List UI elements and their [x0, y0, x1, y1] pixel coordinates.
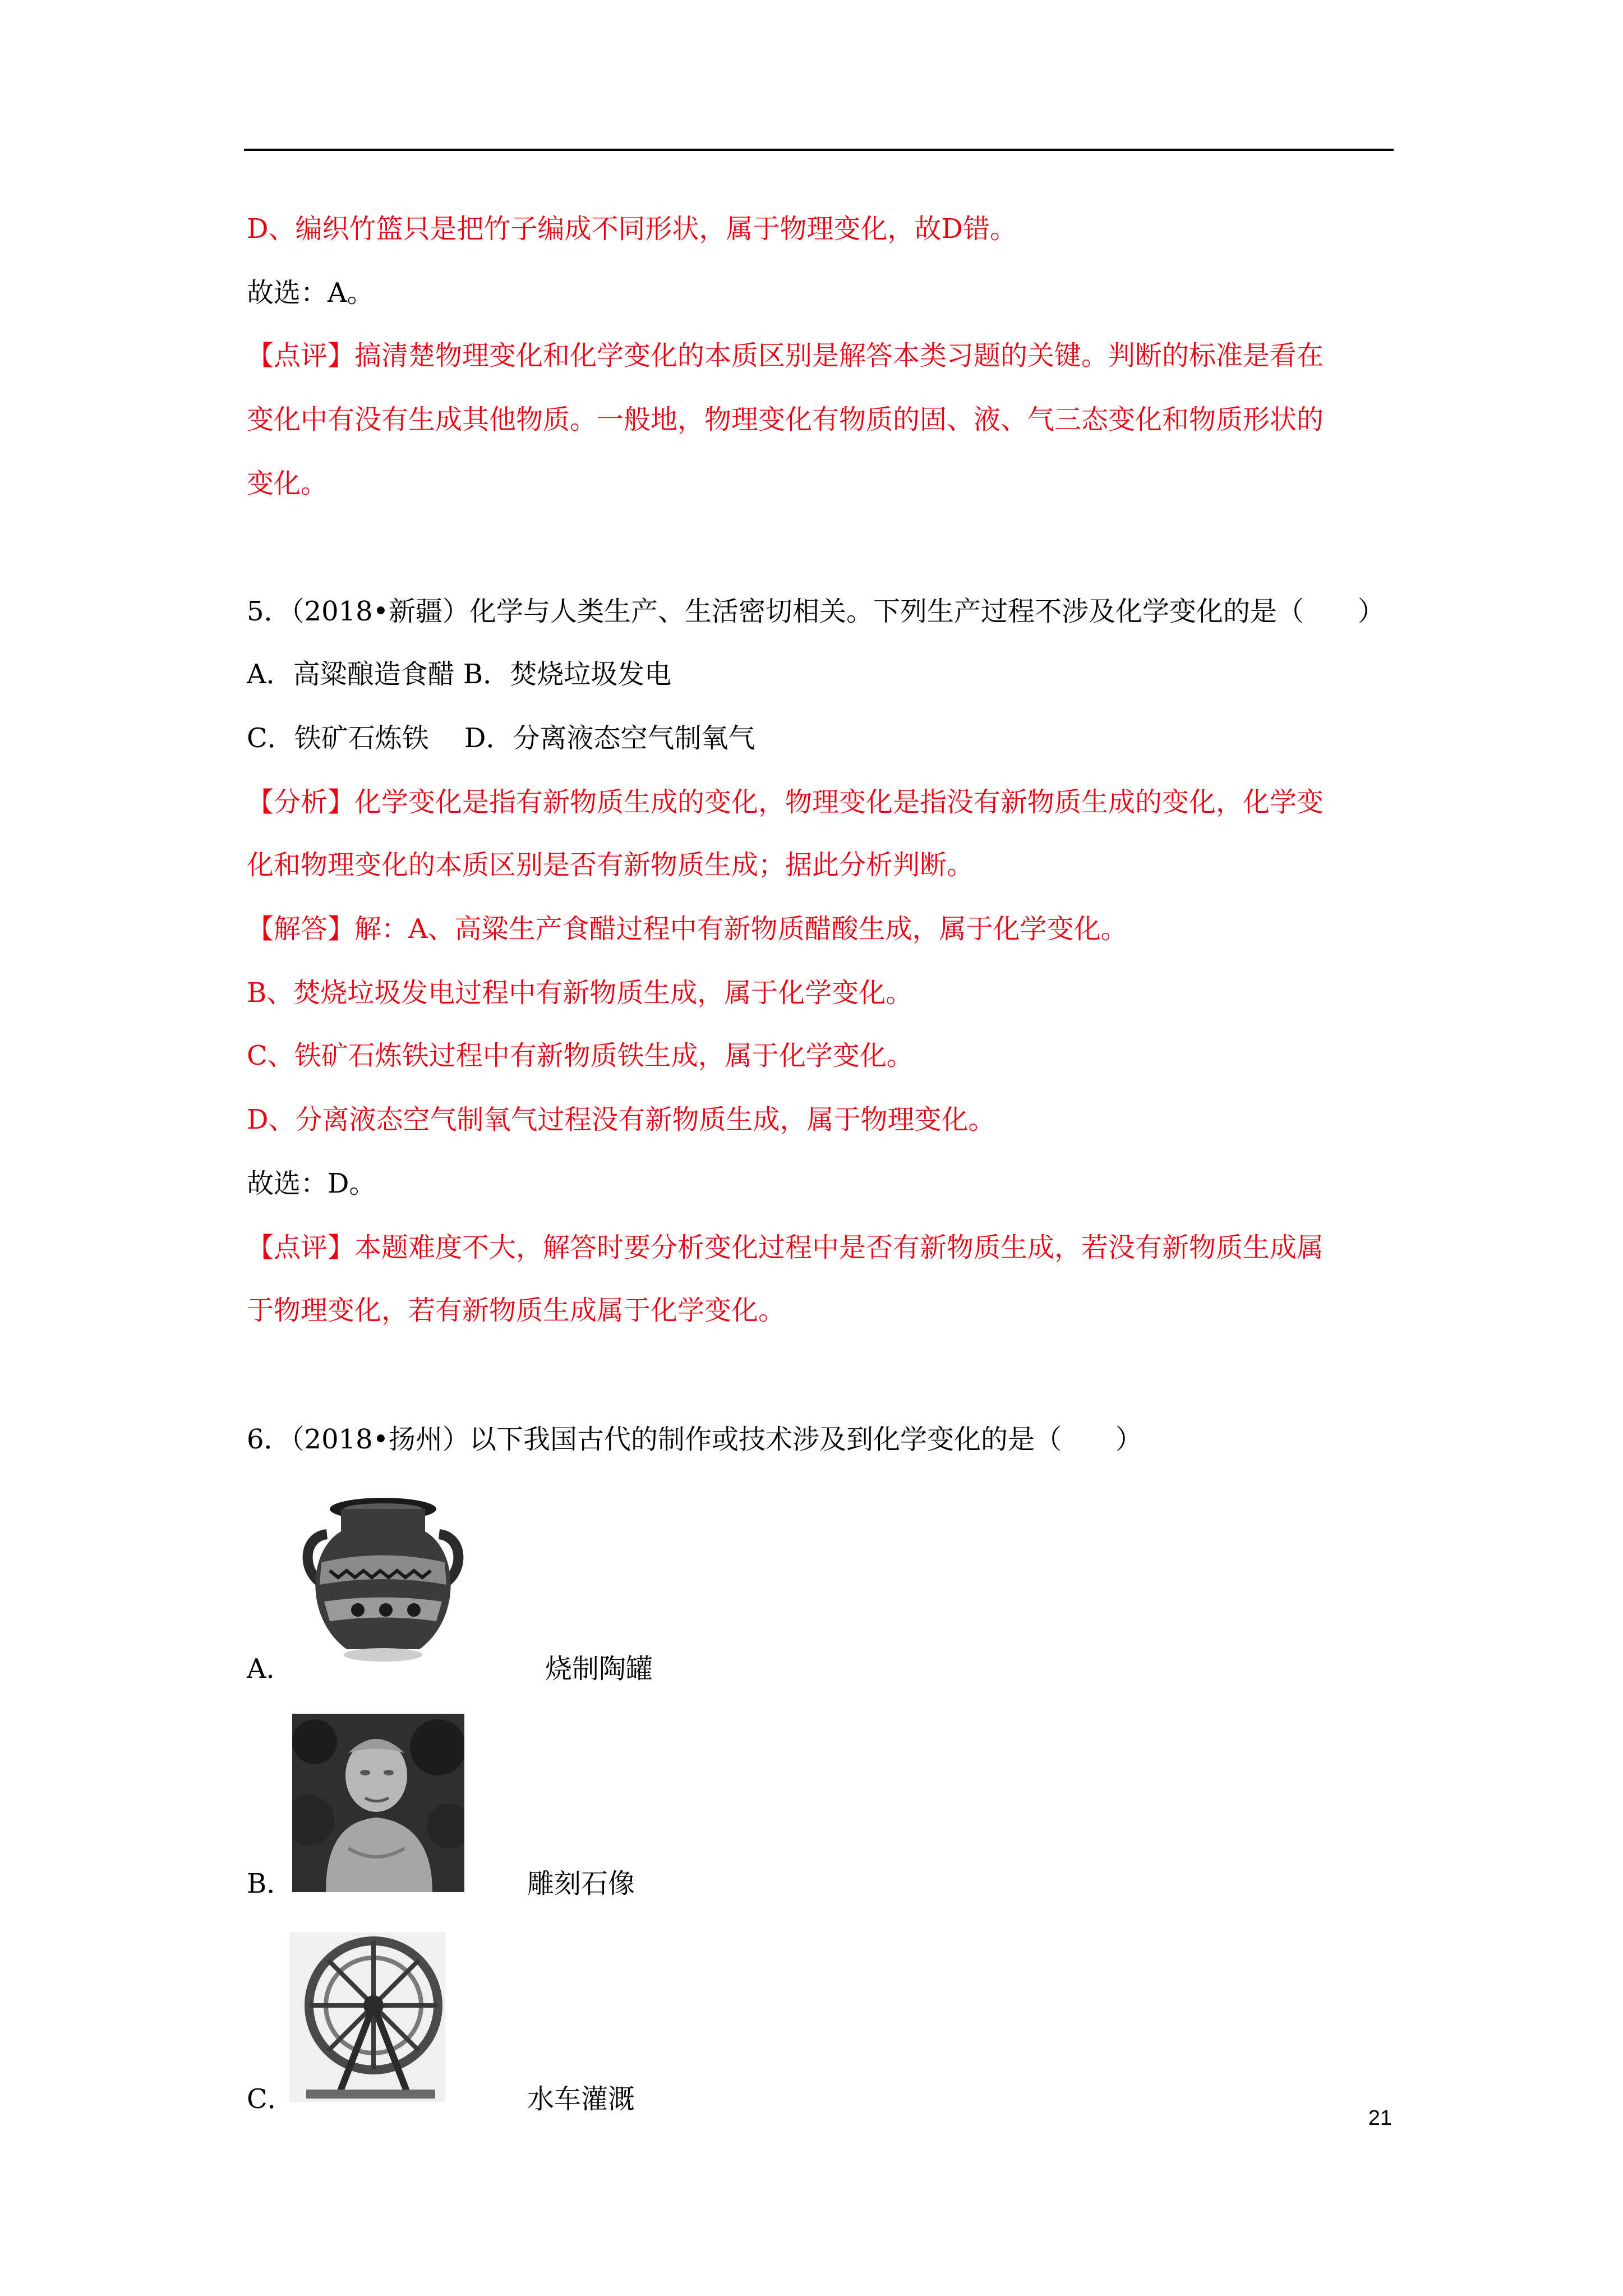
q6-option-b-text: 雕刻石像 [527, 1868, 635, 1899]
pottery-jar-image [296, 1495, 470, 1664]
page-number: 21 [1368, 2106, 1392, 2130]
q5-select: 故选：D。 [247, 1168, 376, 1199]
q5-comment-line-2: 于物理变化，若有新物质生成属于化学变化。 [247, 1295, 786, 1326]
header-rule [244, 149, 1394, 151]
waterwheel-image [289, 1932, 445, 2102]
q5-analysis-line-2: 化和物理变化的本质区别是否有新物质生成；据此分析判断。 [247, 849, 974, 881]
q5-stem: 5．（2018•新疆）化学与人类生产、生活密切相关。下列生产过程不涉及化学变化的是（ ） [247, 596, 1385, 627]
q5-analysis-line-1: 【分析】化学变化是指有新物质生成的变化，物理变化是指没有新物质生成的变化，化学变 [247, 786, 1324, 818]
q6-stem: 6．（2018•扬州）以下我国古代的制作或技术涉及到化学变化的是（ ） [247, 1424, 1143, 1455]
q5-answer-a: 【解答】解：A、高粱生产食醋过程中有新物质醋酸生成，属于化学变化。 [247, 913, 1128, 945]
q5-options-1: A．高粱酿造食醋 B．焚烧垃圾发电 [247, 659, 672, 690]
q6-option-a-text: 烧制陶罐 [545, 1653, 653, 1685]
q5-comment-line-1: 【点评】本题难度不大，解答时要分析变化过程中是否有新物质生成，若没有新物质生成属 [247, 1232, 1324, 1263]
q5-answer-c: C、铁矿石炼铁过程中有新物质铁生成，属于化学变化。 [247, 1040, 914, 1071]
prev-select: 故选：A。 [247, 277, 374, 309]
q5-options-2: C．铁矿石炼铁 D．分离液态空气制氧气 [247, 723, 755, 754]
prev-comment-line-3: 变化。 [247, 468, 328, 499]
q5-answer-b: B、焚烧垃圾发电过程中有新物质生成，属于化学变化。 [247, 977, 913, 1009]
q6-option-c-text: 水车灌溉 [527, 2083, 635, 2115]
prev-comment-line-1: 【点评】搞清楚物理变化和化学变化的本质区别是解答本类习题的关键。判断的标准是看在 [247, 340, 1324, 371]
stone-statue-image [292, 1714, 464, 1892]
q6-option-c-letter: C． [247, 2083, 294, 2115]
q6-option-b-letter: B． [247, 1868, 294, 1899]
q5-answer-d: D、分离液态空气制氧气过程没有新物质生成，属于物理变化。 [247, 1104, 995, 1135]
prev-answer-d: D、编织竹篮只是把竹子编成不同形状，属于物理变化，故D错。 [247, 213, 1017, 245]
prev-comment-line-2: 变化中有没有生成其他物质。一般地，物理变化有物质的固、液、气三态变化和物质形状的 [247, 404, 1324, 435]
q6-option-a-letter: A． [247, 1653, 293, 1685]
